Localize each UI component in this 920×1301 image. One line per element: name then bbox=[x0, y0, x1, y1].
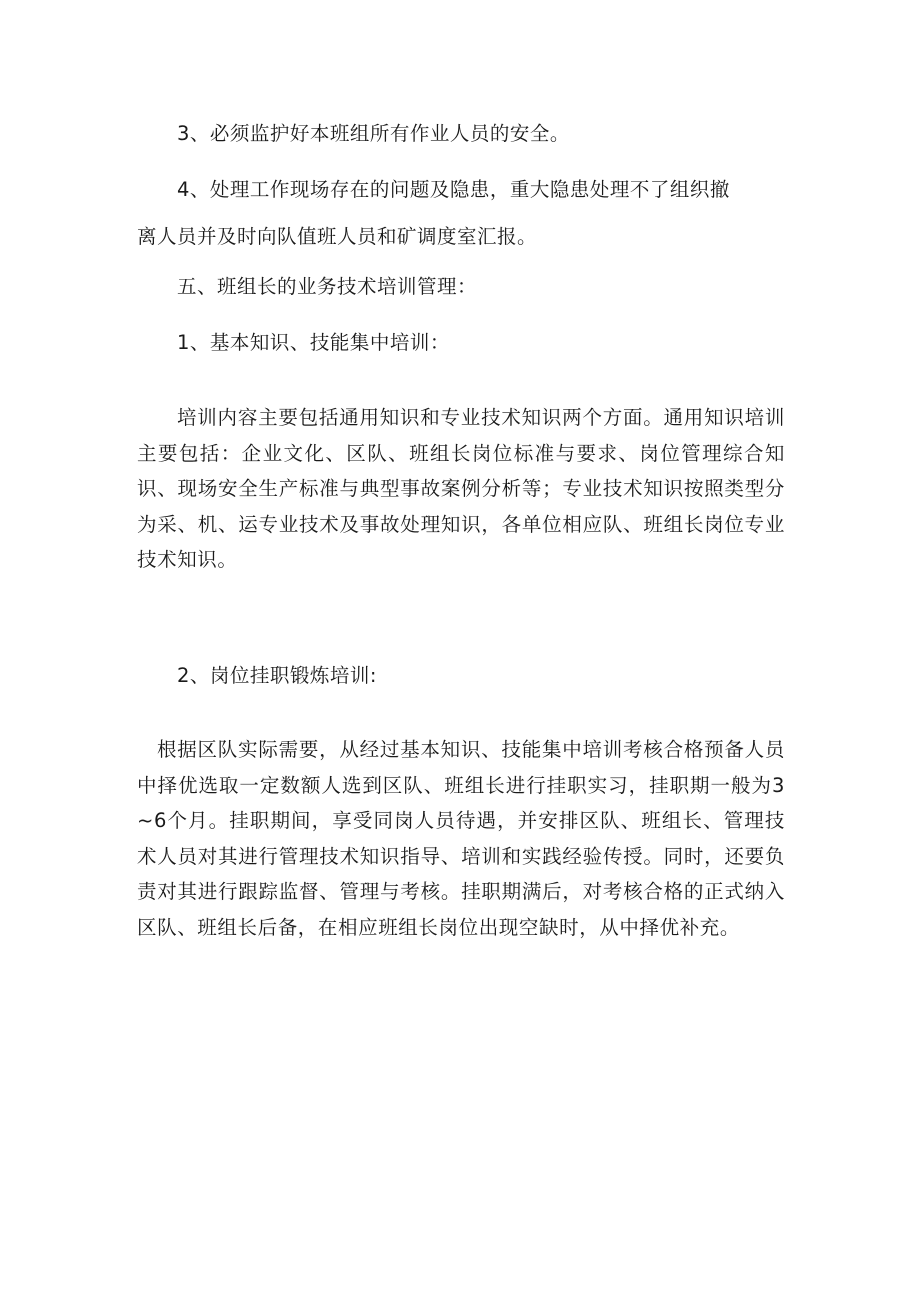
list-item-4-line-2: 离人员并及时向队值班人员和矿调度室汇报。 bbox=[137, 225, 538, 248]
list-item-4-line-1: 4、处理工作现场存在的问题及隐患，重大隐患处理不了组织撤 bbox=[177, 178, 730, 201]
section-5-heading: 五、班组长的业务技术培训管理： bbox=[177, 275, 478, 298]
list-item-3: 3、必须监护好本班组所有作业人员的安全。 bbox=[177, 122, 570, 145]
subsection-2-heading: 2、岗位挂职锻炼培训: bbox=[177, 664, 377, 687]
subsection-1-paragraph: 培训内容主要包括通用知识和专业技术知识两个方面。通用知识培训主要包括：企业文化、区队、班组长岗位标准与要求、岗位管理综合知识、现场安全生产标准与典型事故案例分析等；专业技术知识按照类型分为采、机、运专业技术及事故处理知识，各单位相应队、班组长岗位专业技术知识。 bbox=[137, 406, 785, 571]
subsection-1-heading: 1、基本知识、技能集中培训： bbox=[177, 331, 450, 354]
subsection-2-paragraph: 根据区队实际需要，从经过基本知识、技能集中培训考核合格预备人员中择优选取一定数额人选到区队、班组长进行挂职实习，挂职期一般为3~6个月。挂职期间，享受同岗人员待遇，并安排区队、班组长、管理技术人员对其进行管理技术知识指导、培训和实践经验传授。同时，还要负责对其进行跟踪监督、管理与考核。挂职期满后，对考核合格的正式纳入区队、班组长后备，在相应班组长岗位出现空缺时，从中择优补充。 bbox=[137, 738, 785, 939]
